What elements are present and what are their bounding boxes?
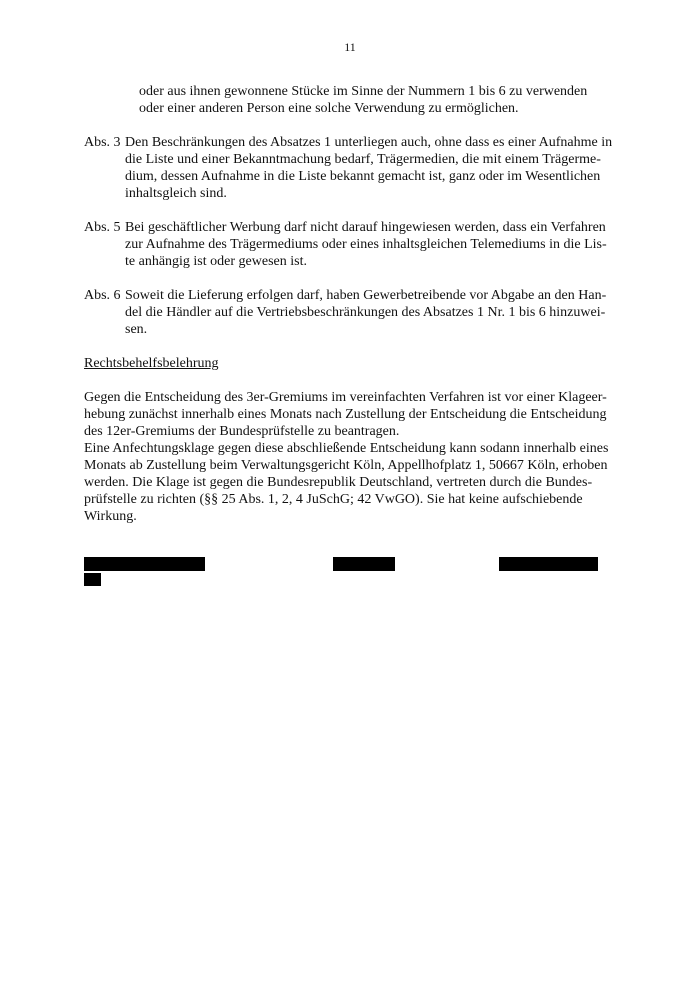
paragraph-line: die Liste und einer Bekanntmachung bedarf, Trägermedien, die mit einem Trägerme-: [125, 152, 601, 167]
legal-notice-line: Eine Anfechtungsklage gegen diese abschließende Entscheidung kann sodann innerhalb eines: [84, 441, 609, 456]
legal-notice-heading: Rechtsbehelfsbelehrung: [84, 356, 219, 371]
paragraph-line: del die Händler auf die Vertriebsbeschränkungen des Absatzes 1 Nr. 1 bis 6 hinzuwei-: [125, 305, 606, 320]
paragraph-line: dium, dessen Aufnahme in die Liste bekannt gemacht ist, ganz oder im Wesentlichen: [125, 169, 601, 184]
legal-notice-line: Wirkung.: [84, 509, 137, 524]
paragraph-line: Soweit die Lieferung erfolgen darf, haben Gewerbetreibende vor Abgabe an den Han-: [125, 288, 607, 303]
redacted-signature-name: [84, 557, 205, 571]
paragraph-line: Bei geschäftlicher Werbung darf nicht darauf hingewiesen werden, dass ein Verfahren: [125, 220, 606, 235]
legal-notice-line: Gegen die Entscheidung des 3er-Gremiums im vereinfachten Verfahren ist vor einer Klageer-: [84, 390, 607, 405]
legal-notice-line: werden. Die Klage ist gegen die Bundesrepublik Deutschland, vertreten durch die Bundes-: [84, 475, 593, 490]
redacted-signature-name: [333, 557, 395, 571]
paragraph-line: te anhängig ist oder gewesen ist.: [125, 254, 307, 269]
redacted-signature-title: [84, 573, 101, 586]
redacted-signature-name: [499, 557, 598, 571]
continuation-line: oder einer anderen Person eine solche Verwendung zu ermöglichen.: [139, 101, 519, 116]
paragraph-line: Den Beschränkungen des Absatzes 1 unterliegen auch, ohne dass es einer Aufnahme in: [125, 135, 613, 150]
page-number: 11: [344, 40, 356, 54]
paragraph-label-abs3: Abs. 3: [84, 135, 121, 150]
paragraph-label-abs5: Abs. 5: [84, 220, 121, 235]
paragraph-line: inhaltsgleich sind.: [125, 186, 227, 201]
legal-notice-line: prüfstelle zu richten (§§ 25 Abs. 1, 2, 4 JuSchG; 42 VwGO). Sie hat keine aufschiebende: [84, 492, 583, 507]
continuation-line: oder aus ihnen gewonnene Stücke im Sinne der Nummern 1 bis 6 zu verwenden: [139, 84, 588, 99]
legal-notice-line: hebung zunächst innerhalb eines Monats nach Zustellung der Entscheidung die Entscheidung: [84, 407, 607, 422]
paragraph-line: sen.: [125, 322, 148, 337]
paragraph-label-abs6: Abs. 6: [84, 288, 121, 303]
paragraph-line: zur Aufnahme des Trägermediums oder eines inhaltsgleichen Telemediums in die Lis-: [125, 237, 607, 252]
legal-notice-line: des 12er-Gremiums der Bundesprüfstelle zu beantragen.: [84, 424, 400, 439]
legal-notice-line: Monats ab Zustellung beim Verwaltungsgericht Köln, Appellhofplatz 1, 50667 Köln, erhoben: [84, 458, 608, 473]
